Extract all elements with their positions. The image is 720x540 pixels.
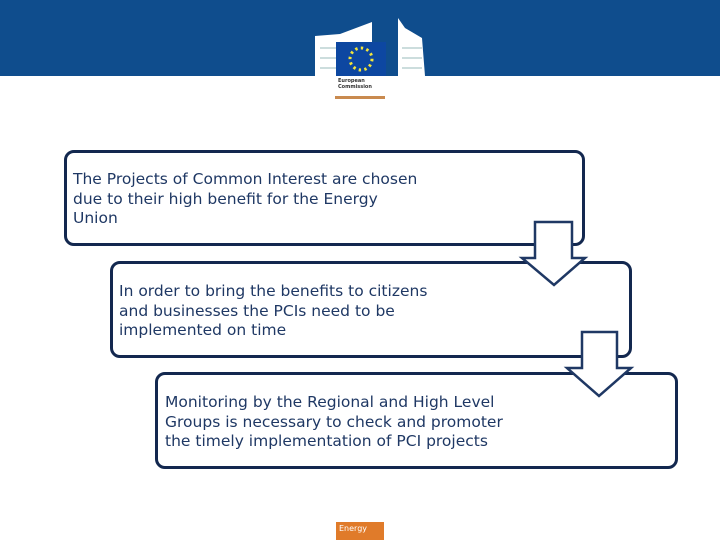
logo-text: European Commission — [338, 78, 372, 90]
step-text-3: Monitoring by the Regional and High Level Groups is necessary to check and promoter the timely implementation of PCI projects — [165, 393, 503, 450]
down-arrow-icon — [522, 222, 585, 285]
step-text-2: In order to bring the benefits to citizens and businesses the PCIs need to be implemented on time — [119, 282, 428, 339]
down-arrow-icon — [567, 332, 631, 396]
footer-badge: Energy — [336, 522, 384, 540]
step-text-1: The Projects of Common Interest are chosen due to their high benefit for the Energy Union — [73, 170, 418, 227]
